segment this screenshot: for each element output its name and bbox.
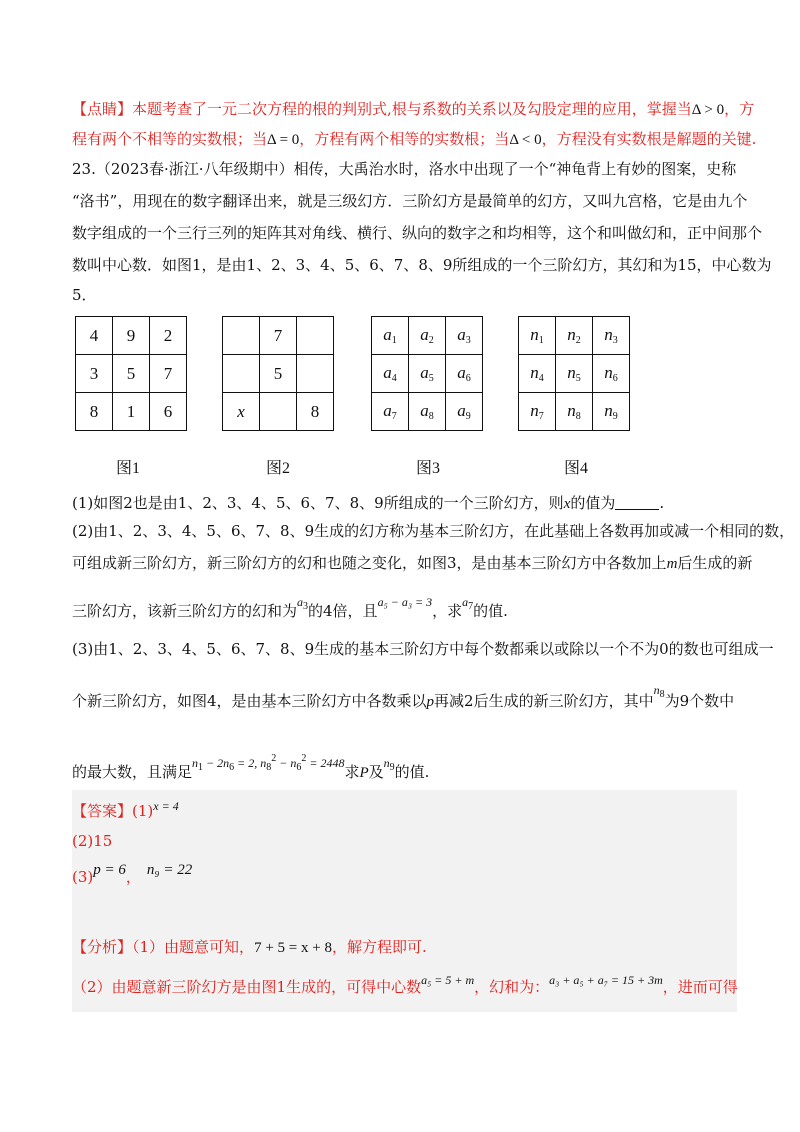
- question-line-3: 数字组成的一个三行三列的矩阵其对角线、横行、纵向的数字之和均相等，这个和叫做幻和，正中间那个: [72, 224, 763, 242]
- fig4-cell: $n_4$: [519, 355, 556, 393]
- fig3-cell: $a_1$: [372, 317, 409, 355]
- fig1-cell: 4: [76, 317, 113, 355]
- question-line-2: “洛书”，用现在的数字翻译出来，就是三级幻方．三阶幻方是最简单的幻方，又叫九宫格，它是由九个: [72, 192, 748, 210]
- part-3-line-2: 个新三阶幻方，如图4，是由基本三阶幻方中各数乘以p再减2后生成的新三阶幻方，其中$^{n_8}$为9个数中: [72, 683, 735, 710]
- comment-line-2: 程有两个不相等的实数根；当Δ = 0，方程有两个相等的实数根；当Δ < 0，方程没有实数根是解题的关键.: [72, 130, 757, 148]
- fig2-cell: 5: [259, 355, 296, 393]
- answer-line-2: (2)15: [72, 832, 113, 850]
- figure-3-caption: 图3: [416, 460, 441, 477]
- fig4-cell: $n_2$: [556, 317, 593, 355]
- figure-1-caption: 图1: [116, 460, 141, 477]
- figure-3-magic-square: [371, 316, 483, 428]
- fig4-cell: $n_5$: [556, 355, 593, 393]
- fig2-cell: x: [223, 393, 260, 431]
- part-3-line-3: 的最大数，且满足$^{n_1 - 2n_6 = 2, n_8^2 - n_6^2 = 2448}$求P及$^{n_9}$的值.: [72, 753, 430, 781]
- fig4-cell: $n_9$: [593, 393, 630, 431]
- fig1-cell: 9: [113, 317, 150, 355]
- fig1-cell: 5: [113, 355, 150, 393]
- fig3-cell: $a_7$: [372, 393, 409, 431]
- part-1: (1)如图2也是由1、2、3、4、5、6、7、8、9所组成的一个三阶幻方，则x的值为 .: [72, 494, 665, 512]
- fig4-cell: $n_3$: [593, 317, 630, 355]
- figure-2-magic-square: [222, 316, 334, 428]
- fig3-cell: $a_8$: [409, 393, 446, 431]
- fig1-cell: 6: [150, 393, 187, 431]
- fig2-cell: [296, 317, 333, 355]
- analysis-line-1: 【分析】（1）由题意可知，7 + 5 = x + 8，解方程即可.: [72, 938, 427, 956]
- fig4-cell: $n_6$: [593, 355, 630, 393]
- part-3-line-1: (3)由1、2、3、4、5、6、7、8、9生成的基本三阶幻方中每个数都乘以或除以一个不为0的数也可组成一: [72, 640, 774, 658]
- figure-2-caption: 图2: [266, 460, 291, 477]
- question-number: 23.: [72, 160, 96, 178]
- fig3-cell: $a_2$: [409, 317, 446, 355]
- fig2-cell: [259, 393, 296, 431]
- fig2-cell: 8: [296, 393, 333, 431]
- figure-4-magic-square: [518, 316, 630, 428]
- analysis-line-2: （2）由题意新三阶幻方是由图1生成的，可得中心数$^{a_5 = 5 + m}$，幻和为：$^{a_3 + a_5 + a_7 = 15 + 3m}$，进而可得: [72, 973, 738, 996]
- fig3-cell: $a_6$: [446, 355, 483, 393]
- fig2-cell: [296, 355, 333, 393]
- part-2-line-3: 三阶幻方，该新三阶幻方的幻和为$^{a_3}$的4倍，且$^{a_5 - a_3 = 3}$，求$^{a_7}$的值.: [72, 595, 508, 620]
- fig3-cell: $a_3$: [446, 317, 483, 355]
- fig1-cell: 7: [150, 355, 187, 393]
- figure-4-caption: 图4: [564, 460, 589, 477]
- comment-line-1: 【点睛】本题考查了一元二次方程的根的判别式,根与系数的关系以及勾股定理的应用，掌握当Δ > 0，方: [72, 100, 755, 118]
- part-2-line-2: 可组成新三阶幻方，新三阶幻方的幻和也随之变化，如图3，是由基本三阶幻方中各数加上m后生成的新: [72, 554, 753, 572]
- answer-line-1: 【答案】$(1)^{x = 4}$: [72, 799, 179, 820]
- fig1-cell: 1: [113, 393, 150, 431]
- condition-equation: n1 − 2n6 = 2, n82 − n62 = 2448: [192, 753, 345, 773]
- fig4-cell: $n_1$: [519, 317, 556, 355]
- fig2-cell: 7: [259, 317, 296, 355]
- comment-tag: 【点睛】: [72, 100, 133, 118]
- fig1-cell: 8: [76, 393, 113, 431]
- part-2-line-1: (2)由1、2、3、4、5、6、7、8、9生成的幻方称为基本三阶幻方，在此基础上各数再加或减一个相同的数，: [72, 522, 795, 540]
- fig3-cell: $a_9$: [446, 393, 483, 431]
- fig4-cell: $n_8$: [556, 393, 593, 431]
- fig1-cell: 3: [76, 355, 113, 393]
- analysis-tag: 【分析】: [72, 938, 133, 956]
- fig3-cell: $a_4$: [372, 355, 409, 393]
- fig1-cell: 2: [150, 317, 187, 355]
- fig4-cell: $n_7$: [519, 393, 556, 431]
- answer-blank: [615, 495, 659, 510]
- question-line-5: 5．: [72, 286, 97, 304]
- fig2-cell: [223, 355, 260, 393]
- question-line-1: 23.（2023春·浙江·八年级期中）相传，大禹治水时，洛水中出现了一个“神龟背上有妙的图案，史称: [72, 160, 737, 178]
- question-line-4: 数叫中心数．如图1，是由1、2、3、4、5、6、7、8、9所组成的一个三阶幻方，其幻和为15，中心数为: [72, 256, 772, 274]
- figure-1-magic-square: [75, 316, 187, 428]
- fig3-cell: $a_5$: [409, 355, 446, 393]
- answer-tag: 【答案】: [72, 802, 133, 820]
- question-source: （2023春·浙江·八年级期中）: [95, 160, 294, 178]
- answer-line-3: (3)p = 6， n₉ = 22: [72, 862, 193, 886]
- fig2-cell: [223, 317, 260, 355]
